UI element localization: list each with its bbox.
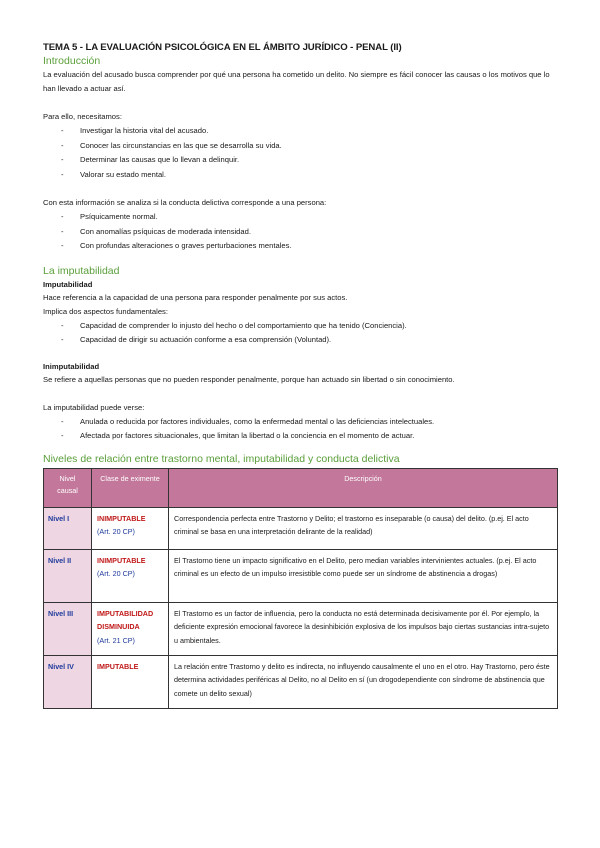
cell-descripcion: Correspondencia perfecta entre Trastorno y Delito; el trastorno es inseparable (o causa) del delito. (p.ej. El acto criminal se basa en una interpretación delirante de la realidad): [169, 507, 558, 549]
cell-descripcion: El Trastorno es un factor de influencia, pero la conducta no está determinada decisivamente por él. Por ejemplo, la deficiente expresión emocional favorece la desinhibición explosiva de los impulsos bajo ciertas sustancias intra-sujeto u ambientales.: [169, 602, 558, 655]
cell-nivel: Nivel II: [44, 549, 92, 602]
cell-nivel: Nivel I: [44, 507, 92, 549]
list-item: - Capacidad de comprender lo injusto del hecho o del comportamiento que ha tenido (Conciencia).: [43, 319, 558, 334]
clase-label: INIMPUTABLE: [97, 513, 146, 523]
implica-label: Implica dos aspectos fundamentales:: [43, 306, 168, 316]
list-item: - Conocer las circunstancias en las que se desarrolla su vida.: [43, 139, 558, 154]
list-item: - Con profundas alteraciones o graves perturbaciones mentales.: [43, 239, 558, 254]
aspects-list: [43, 319, 558, 348]
article-ref: (Art. 20 CP): [97, 569, 135, 578]
subheading-inimputabilidad: Inimputabilidad: [43, 361, 100, 371]
table-header-row: [44, 468, 558, 507]
list-item: - Valorar su estado mental.: [43, 168, 558, 183]
cell-clase: [92, 655, 169, 708]
clase-label: IMPUTABLE: [97, 661, 139, 671]
table-row: [44, 602, 558, 655]
list-item: - Afectada por factores situacionales, que limitan la libertad o la conciencia en el momento de actuar.: [43, 429, 558, 444]
clase-label: INIMPUTABLE: [97, 555, 146, 565]
header-descripcion: Descripción: [169, 468, 558, 507]
cell-descripcion: El Trastorno tiene un impacto significativo en el Delito, pero median variables intervinientes actuales. (p.ej. El acto criminal es un efecto de un impulso irresistible como puede ser un síndrome de abstinencia a drogas): [169, 549, 558, 602]
intro-paragraph: La evaluación del acusado busca comprender por qué una persona ha cometido un delito. No siempre es fácil conocer las causas o los motivos que lo han llevado a actuar así.: [43, 70, 550, 93]
list-item: - Anulada o reducida por factores individuales, como la enfermedad mental o las deficiencias intelectuales.: [43, 415, 558, 430]
table-row: [44, 507, 558, 549]
article-ref: (Art. 20 CP): [97, 527, 135, 536]
cell-nivel: Nivel III: [44, 602, 92, 655]
inimputabilidad-definition: Se refiere a aquellas personas que no pueden responder penalmente, porque han actuado sin libertad o sin conocimiento.: [43, 374, 455, 384]
document-title: TEMA 5 - LA EVALUACIÓN PSICOLÓGICA EN EL ÁMBITO JURÍDICO - PENAL (II): [43, 42, 402, 53]
puede-list: [43, 415, 558, 444]
list-item: - Determinar las causas que lo llevan a delinquir.: [43, 153, 558, 168]
list-item: - Investigar la historia vital del acusado.: [43, 124, 558, 139]
article-ref: (Art. 21 CP): [97, 635, 135, 645]
puede-label: La imputabilidad puede verse:: [43, 402, 145, 412]
needs-label: Para ello, necesitamos:: [43, 112, 122, 121]
cell-nivel: Nivel IV: [44, 655, 92, 708]
list-item: - Con anomalías psíquicas de moderada intensidad.: [43, 225, 558, 240]
imputabilidad-definition: Hace referencia a la capacidad de una persona para responder penalmente por sus actos.: [43, 292, 348, 302]
table-row: [44, 549, 558, 602]
needs-list: [43, 124, 558, 182]
header-nivel: Nivel causal: [44, 468, 92, 507]
list-item: - Capacidad de dirigir su actuación conforme a esa comprensión (Voluntad).: [43, 333, 558, 348]
clase-label: IMPUTABILIDAD DISMINUIDA: [97, 608, 154, 631]
section-heading-imputabilidad: La imputabilidad: [43, 264, 120, 277]
list-item: - Psíquicamente normal.: [43, 210, 558, 225]
cell-clase: [92, 507, 169, 549]
cell-clase: [92, 549, 169, 602]
info-label: Con esta información se analiza si la conducta delictiva corresponde a una persona:: [43, 198, 327, 207]
cell-clase: [92, 602, 169, 655]
niveles-table: [43, 468, 558, 709]
header-clase: Clase de eximente: [92, 468, 169, 507]
section-heading-niveles: Niveles de relación entre trastorno mental, imputabilidad y conducta delictiva: [43, 452, 400, 465]
info-list: [43, 210, 558, 254]
document-page: [43, 41, 558, 709]
section-heading-introduccion: Introducción: [43, 55, 101, 67]
cell-descripcion: La relación entre Trastorno y delito es indirecta, no influyendo causalmente el uno en el otro. Hay Trastorno, pero éste determina actividades periféricas al Delito, no al Delito en sí (un drogodependiente con síndrome de abstinencia que comete un delito sexual): [169, 655, 558, 708]
subheading-imputabilidad: Imputabilidad: [43, 279, 93, 289]
table-row: [44, 655, 558, 708]
